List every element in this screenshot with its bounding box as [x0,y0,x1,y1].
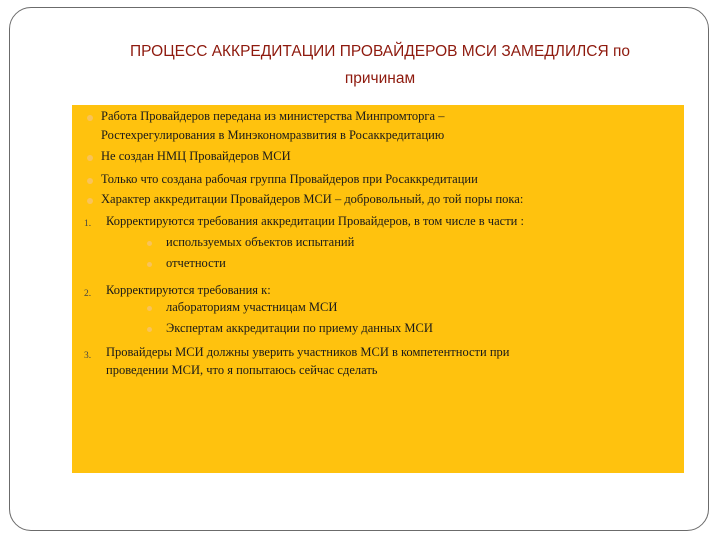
numbered-1-text: Корректируются требования аккредитации Провайдеров, в том числе в части : [106,214,524,228]
slide-title [70,38,690,92]
number-label: 1. [84,219,92,229]
numbered-3-line-1: Провайдеры МСИ должны уверить участников МСИ в компетентности при [106,345,510,359]
sub-bullet-icon [147,306,152,311]
numbered-2-text: Корректируются требования к: [106,283,271,297]
bullet-icon [87,115,93,121]
number-label: 2. [84,289,92,299]
title-line-1: ПРОЦЕСС АККРЕДИТАЦИИ ПРОВАЙДЕРОВ МСИ ЗАМЕДЛИЛСЯ по [130,43,630,60]
numbered-1-sub-2: отчетности [166,256,226,270]
numbered-2-sub-2: Экспертам аккредитации по приему данных МСИ [166,321,433,335]
title-line-2: причинам [344,70,416,87]
bullet-3: Только что создана рабочая группа Провайдеров при Росаккредитации [101,172,478,186]
bullet-1-line-1: Работа Провайдеров передана из министерства Минпромторга – [101,109,445,123]
numbered-3-line-2: проведении МСИ, что я попытаюсь сейчас сделать [106,363,378,377]
number-label: 3. [84,351,92,361]
bullet-icon [87,198,93,204]
bullet-2: Не создан НМЦ Провайдеров МСИ [101,149,291,163]
sub-bullet-icon [147,262,152,267]
bullet-icon [87,178,93,184]
sub-bullet-icon [147,241,152,246]
bullet-1-line-2: Ростехрегулирования в Минэкономразвития в Росаккредитацию [101,128,445,142]
numbered-1-sub-1: используемых объектов испытаний [166,235,355,249]
numbered-2-sub-1: лабораториям участницам МСИ [166,300,338,314]
bullet-4: Характер аккредитации Провайдеров МСИ – добровольный, до той поры пока: [101,192,524,206]
bullet-icon [87,155,93,161]
sub-bullet-icon [147,327,152,332]
